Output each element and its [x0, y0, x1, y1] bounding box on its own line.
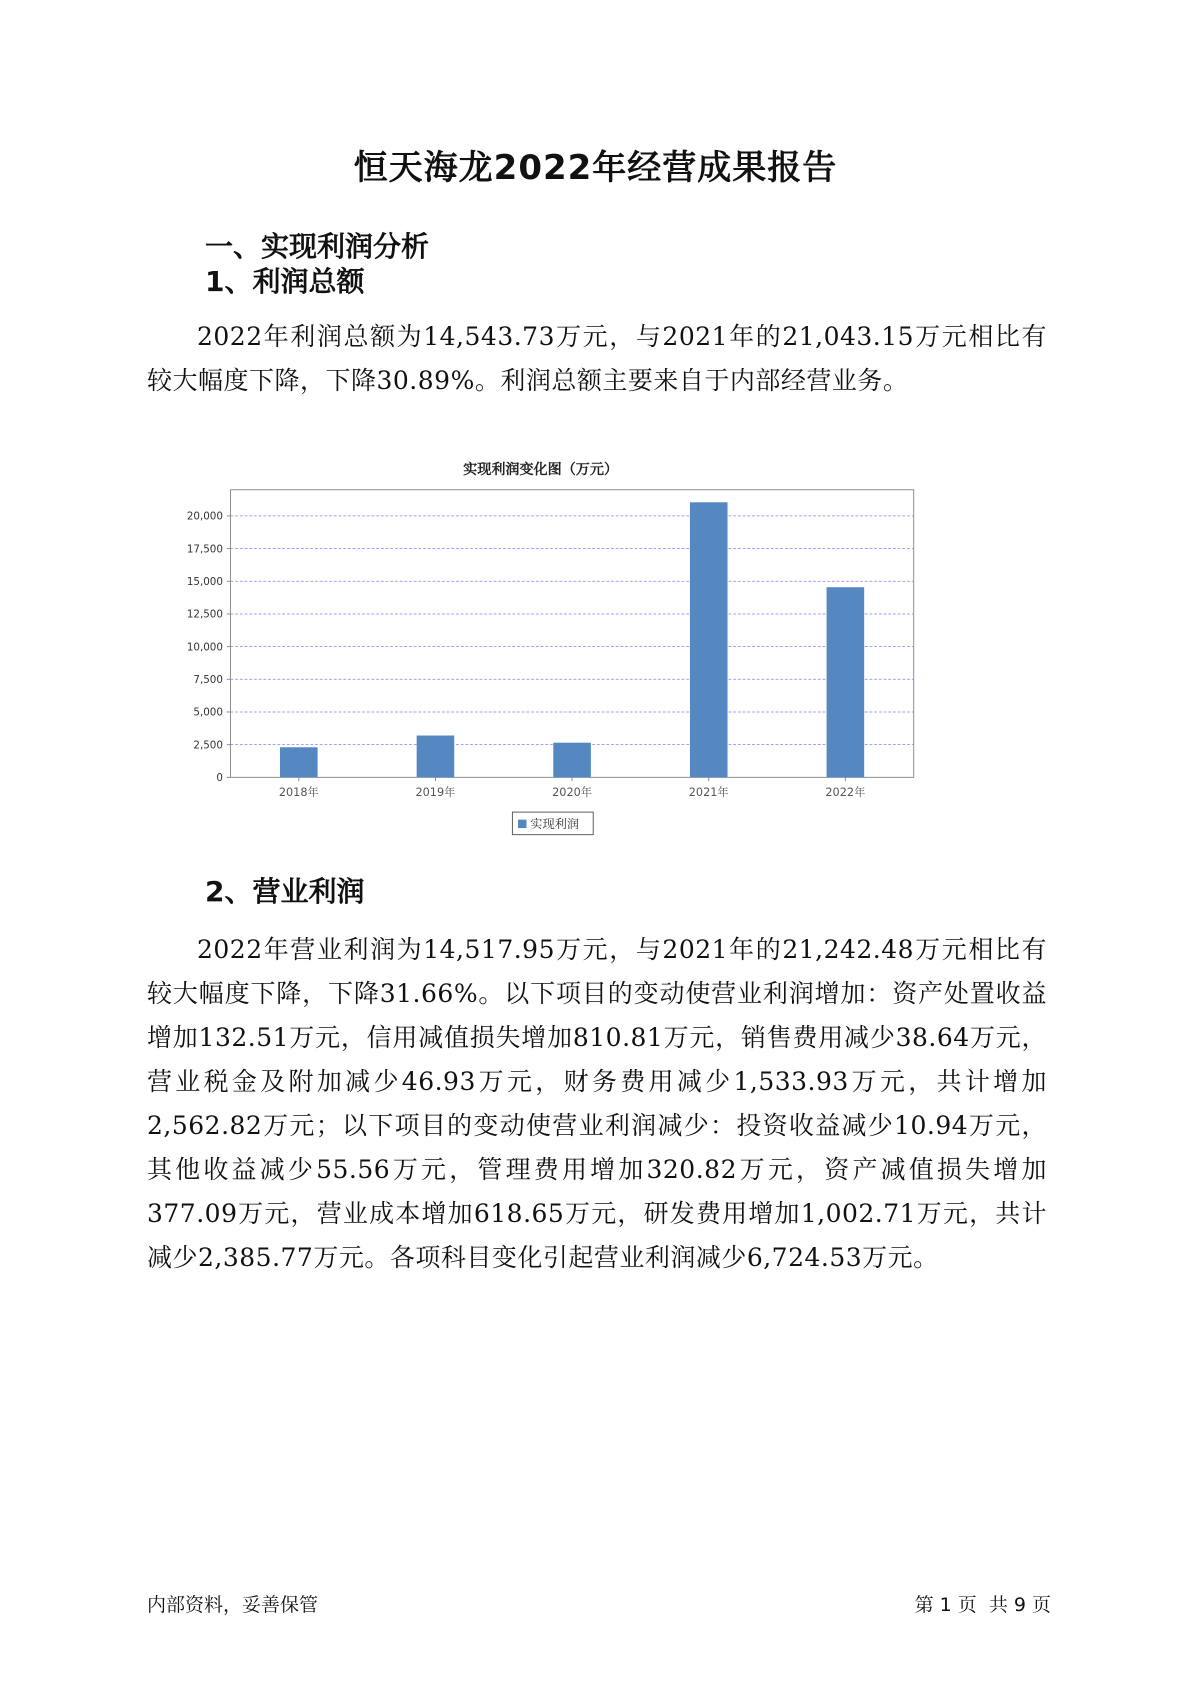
paragraph-profit-total: 2022年利润总额为14,543.73万元，与2021年的21,043.15万元相比有较大幅度下降，下降30.89%。利润总额主要来自于内部经营业务。	[147, 322, 1047, 395]
y-tick-label: 15,000	[186, 576, 223, 589]
y-tick-label: 10,000	[186, 641, 223, 654]
bar	[280, 747, 318, 777]
x-tick-label: 2022年	[825, 786, 866, 800]
bar	[553, 743, 591, 778]
chart-title: 实现利润变化图（万元）	[463, 461, 619, 478]
bar	[690, 502, 728, 777]
y-tick-label: 20,000	[186, 510, 223, 523]
y-tick-label: 2,500	[193, 739, 223, 752]
bar	[827, 587, 865, 777]
profit-bar-chart	[150, 455, 950, 845]
legend-swatch	[518, 820, 526, 828]
y-tick-label: 0	[216, 772, 223, 785]
plot-area	[230, 490, 913, 778]
subsection-heading-profit-total: 1、利润总额	[205, 265, 365, 298]
x-tick-label: 2021年	[688, 786, 729, 800]
footer-page-number: 第 1 页 共 9 页	[914, 1594, 1051, 1616]
bar	[417, 736, 455, 778]
y-tick-label: 5,000	[193, 706, 223, 719]
y-tick-label: 17,500	[186, 543, 223, 556]
footer-confidential-note: 内部资料，妥善保管	[147, 1594, 319, 1616]
x-tick-label: 2019年	[415, 786, 456, 800]
x-tick-label: 2020年	[552, 786, 593, 800]
legend-label: 实现利润	[530, 817, 580, 832]
page-title: 恒天海龙2022年经营成果报告	[353, 148, 838, 188]
y-tick-label: 12,500	[186, 608, 223, 621]
x-tick-label: 2018年	[278, 786, 319, 800]
paragraph-operating-profit: 2022年营业利润为14,517.95万元，与2021年的21,242.48万元相比有较大幅度下降，下降31.66%。以下项目的变动使营业利润增加：资产处置收益增加132.51万元，信用减值损失增加810.81万元，销售费用减少38.64万元，营业税金及附加减少46.93万元，财务费用减少1,533.93万元，共计增加2,562.82万元；以下项目的变动使营业利润减少：投资收益减少10.94万元，其他收益减少55.56万元，管理费用增加320.82万元，资产减值损失增加377.09万元，营业成本增加618.65万元，研发费用增加1,002.71万元，共计减少2,385.77万元。各项科目变化引起营业利润减少6,724.53万元。	[147, 935, 1047, 1272]
y-tick-label: 7,500	[193, 674, 223, 687]
section-heading: 一、实现利润分析	[205, 230, 430, 263]
subsection-heading-operating-profit: 2、营业利润	[205, 875, 365, 908]
